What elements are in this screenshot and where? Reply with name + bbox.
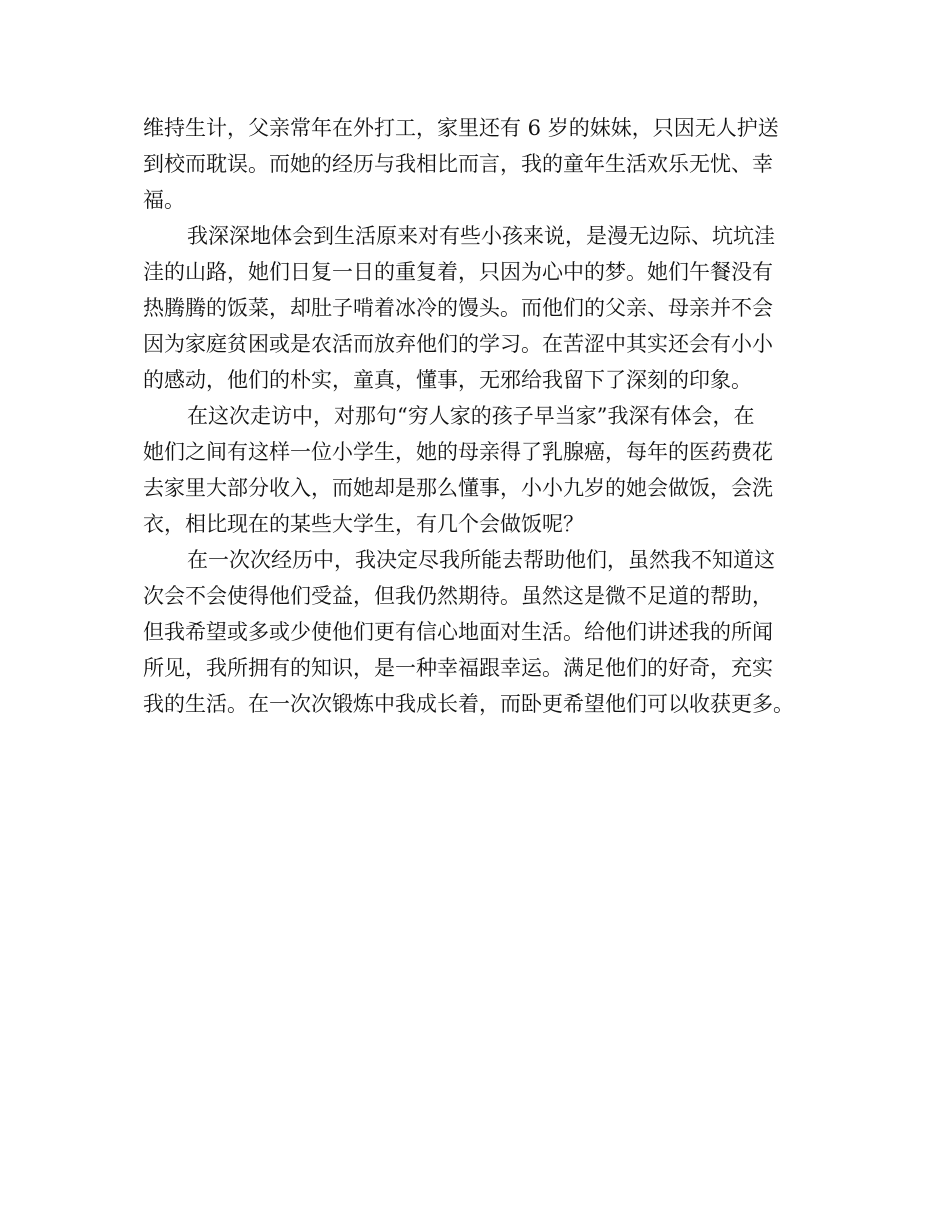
- text-line: 所见，我所拥有的知识，是一种幸福跟幸运。满足他们的好奇，充实: [143, 656, 773, 680]
- text-line: 到校而耽误。而她的经历与我相比而言，我的童年生活欢乐无忧、幸: [143, 152, 773, 176]
- paragraph-4: [143, 542, 823, 722]
- paragraph-2: [143, 218, 823, 398]
- document-body: [143, 110, 823, 722]
- text-line: 衣，相比现在的某些大学生，有几个会做饭呢？: [143, 512, 584, 536]
- text-line: 洼的山路，她们日复一日的重复着，只因为心中的梦。她们午餐没有: [143, 260, 773, 284]
- text-line: 我的生活。在一次次锻炼中我成长着，而卧更希望他们可以收获更多。: [143, 692, 794, 716]
- text-line: 福。: [143, 188, 185, 212]
- paragraph-1: [143, 110, 823, 218]
- text-line: 因为家庭贫困或是农活而放弃他们的学习。在苦涩中其实还会有小小: [143, 332, 773, 356]
- text-line: 她们之间有这样一位小学生，她的母亲得了乳腺癌，每年的医药费花: [143, 440, 773, 464]
- text-line: 但我希望或多或少使他们更有信心地面对生活。给他们讲述我的所闻: [143, 620, 773, 644]
- paragraph-3: [143, 398, 823, 542]
- text-line: 去家里大部分收入，而她却是那么懂事，小小九岁的她会做饭，会洗: [143, 476, 773, 500]
- text-line: 在这次走访中，对那句“穷人家的孩子早当家”我深有体会，在: [187, 404, 755, 428]
- text-line: 维持生计，父亲常年在外打工，家里还有 6 岁的妹妹，只因无人护送: [143, 116, 779, 140]
- text-line: 次会不会使得他们受益，但我仍然期待。虽然这是微不足道的帮助，: [143, 584, 773, 608]
- text-line: 热腾腾的饭菜，却肚子啃着冰冷的馒头。而他们的父亲、母亲并不会: [143, 296, 773, 320]
- text-line: 在一次次经历中，我决定尽我所能去帮助他们，虽然我不知道这: [187, 548, 775, 572]
- text-line: 的感动，他们的朴实，童真，懂事，无邪给我留下了深刻的印象。: [143, 368, 752, 392]
- text-line: 我深深地体会到生活原来对有些小孩来说，是漫无边际、坑坑洼: [187, 224, 775, 248]
